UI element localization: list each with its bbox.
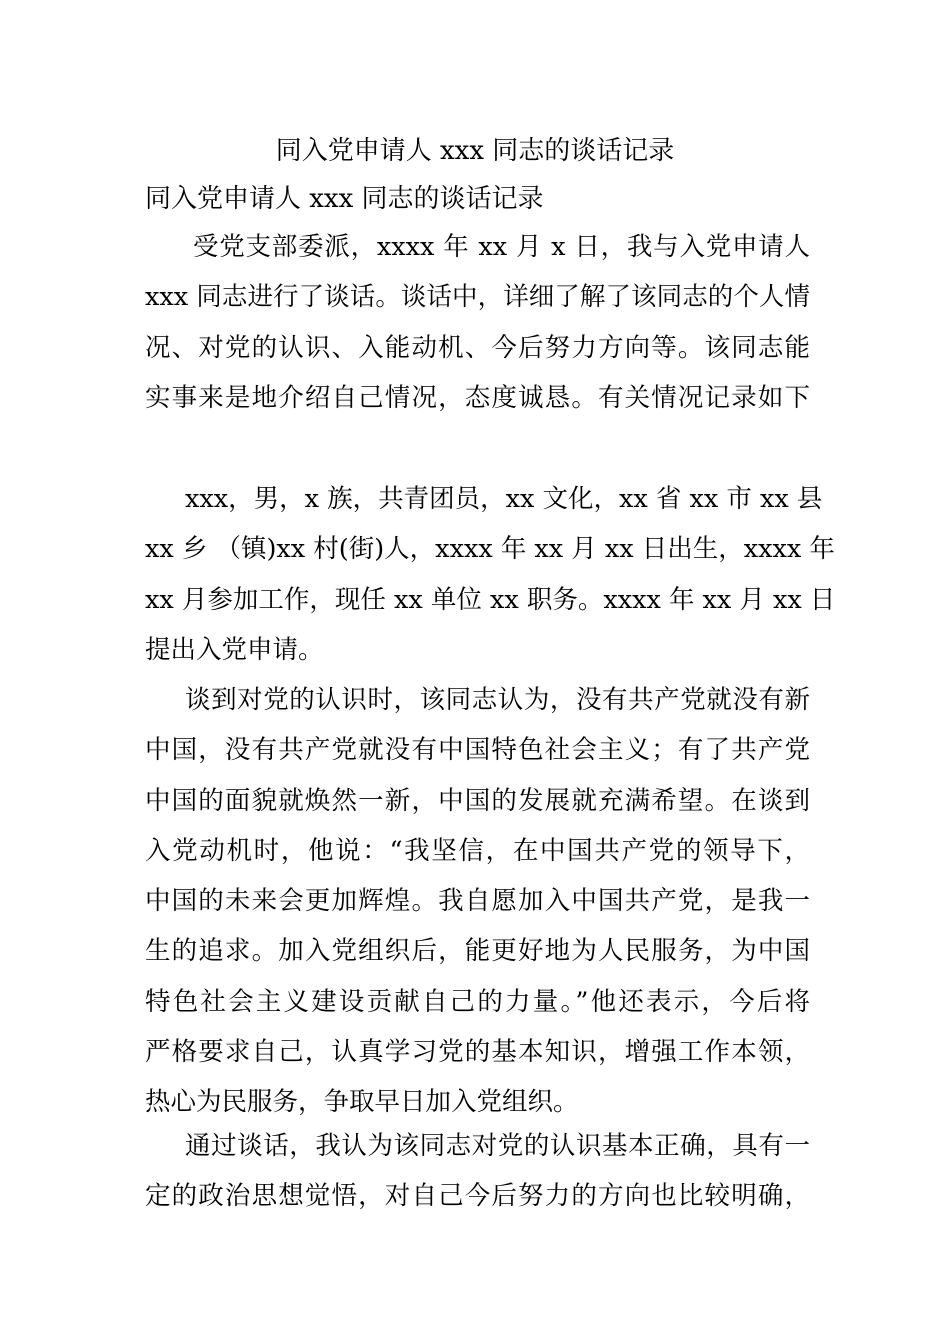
text-line: xxx，男，x 族，共青团员，xx 文化，xx 省 xx 市 xx 县 [185,484,823,514]
text-line: 热心为民服务，争取早日加入党组织。 [145,1087,579,1118]
paragraph-intro [145,222,810,473]
text-line: 中国，没有共产党就没有中国特色社会主义；有了共产党 [145,735,810,766]
text-line: xx 乡 （镇)xx 村(街)人，xxxx 年 xx 月 xx 日出生，xxxx 年 [145,534,835,565]
document-title: 同入党申请人 xxx 同志的谈话记录 [275,136,675,166]
text-line: 中国的未来会更加辉煌。我自愿加入中国共产党，是我一 [145,886,810,917]
text-line: 谈到对党的认识时，该同志认为，没有共产党就没有新 [185,685,810,715]
text-line: xxx 同志进行了谈话。谈话中，详细了解了该同志的个人情 [145,282,810,313]
text-line: 严格要求自己，认真学习党的基本知识，增强工作本领， [145,1037,810,1068]
text-line: 提出入党申请。 [145,634,324,665]
text-line: 受党支部委派，xxxx 年 xx 月 x 日，我与入党申请人 [193,232,810,262]
text-line: 定的政治思想觉悟，对自己今后努力的方向也比较明确， [145,1181,810,1212]
paragraph-conclusion [145,1121,810,1222]
text-line: 入党动机时，他说：“我坚信，在中国共产党的领导下， [145,835,810,866]
paragraph-profile [145,474,836,675]
text-line: ： [145,433,171,464]
text-line: xx 月参加工作，现任 xx 单位 xx 职务。xxxx 年 xx 月 xx 日 [145,584,836,615]
document-subtitle: 同入党申请人 xxx 同志的谈话记录 [145,184,544,214]
text-line: 生的追求。加入党组织后，能更好地为人民服务，为中国 [145,936,810,967]
paragraph-understanding [145,675,810,1128]
text-line: 实事来是地介绍自己情况，态度诚恳。有关情况记录如下 [145,382,810,413]
text-line: 通过谈话，我认为该同志对党的认识基本正确，具有一 [185,1131,810,1161]
text-line: 特色社会主义建设贡献自己的力量。”他还表示，今后将 [145,986,810,1017]
text-line: 况、对党的认识、入能动机、今后努力方向等。该同志能 [145,332,810,363]
text-line: 中国的面貌就焕然一新，中国的发展就充满希望。在谈到 [145,785,810,816]
